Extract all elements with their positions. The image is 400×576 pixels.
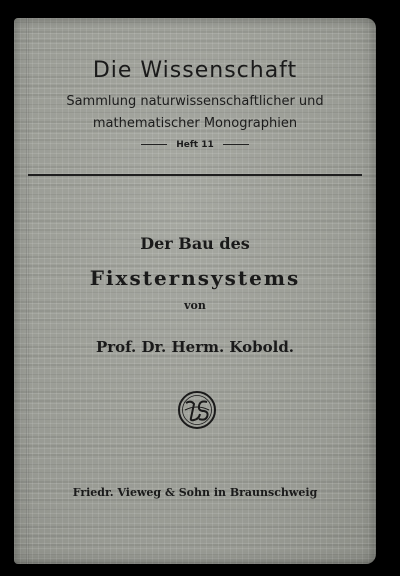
publisher-monogram-emblem-icon bbox=[177, 390, 217, 430]
series-subtitle-line1: Sammlung naturwissenschaftlicher und bbox=[66, 94, 324, 109]
issue-row bbox=[14, 140, 376, 150]
issue-number: Heft 11 bbox=[176, 140, 214, 150]
book-title-line1: Der Bau des bbox=[140, 234, 250, 253]
issue-dash-left bbox=[141, 144, 167, 145]
book-title-line2: Fixsternsystems bbox=[89, 266, 301, 290]
publisher-imprint: Friedr. Vieweg & Sohn in Braunschweig bbox=[72, 486, 318, 499]
author-name: Prof. Dr. Herm. Kobold. bbox=[95, 338, 295, 356]
issue-dash-right bbox=[223, 144, 249, 145]
divider-rule bbox=[28, 174, 362, 176]
series-title: Die Wissenschaft bbox=[92, 58, 298, 83]
by-label: von bbox=[184, 299, 206, 312]
series-subtitle-line2: mathematischer Monographien bbox=[92, 116, 298, 131]
book-cover bbox=[14, 18, 376, 564]
